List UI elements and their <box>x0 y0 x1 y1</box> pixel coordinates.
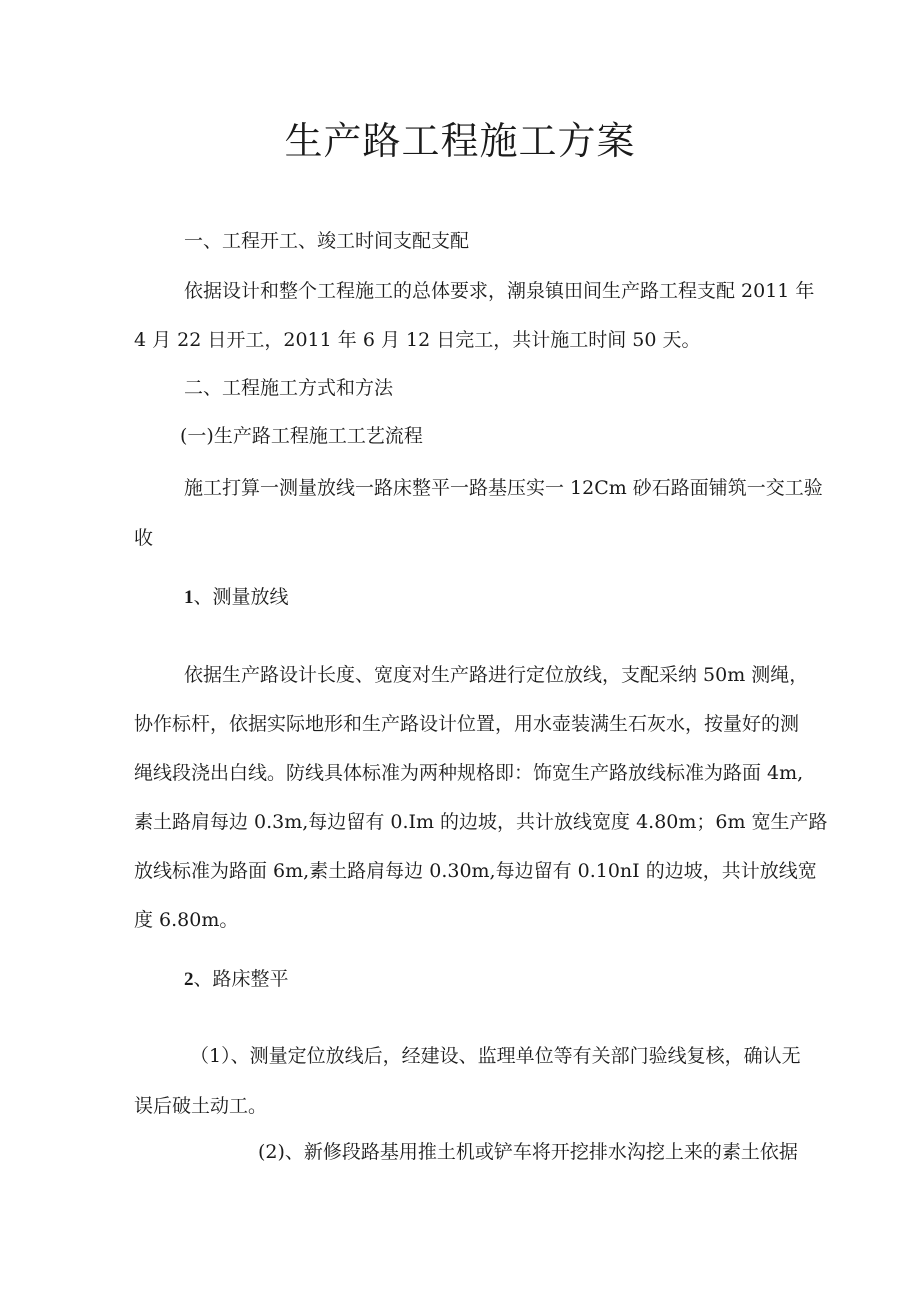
heading-number: 2 <box>184 969 194 990</box>
paragraph-line: 4 月 22 日开工，2011 年 6 月 12 日完工，共计施工时间 50 天。 <box>134 329 701 351</box>
numbered-heading-1 <box>184 584 484 611</box>
paragraph-line: 依据生产路设计长度、宽度对生产路进行定位放线，支配采纳 50m 测绳， <box>184 664 809 686</box>
paragraph-line: 收 <box>134 527 154 549</box>
section-heading-2: 二、工程施工方式和方法 <box>184 377 394 399</box>
paragraph-line: 施工打算一测量放线一路床整平一路基压实一 12Cm 砂石路面铺筑一交工验 <box>184 477 823 499</box>
section-heading-1: 一、工程开工、竣工时间支配支配 <box>184 230 470 252</box>
heading-text: 、测量放线 <box>193 586 289 608</box>
paragraph-line: 素土路肩每边 0.3m,每边留有 0.Im 的边坡，共计放线宽度 4.80m；6m 宽生产路 <box>134 811 828 833</box>
paragraph-line: （1）、测量定位放线后，经建设、监理单位等有关部门验线复核，确认无 <box>190 1045 801 1067</box>
paragraph-line: 误后破土动工。 <box>134 1095 268 1117</box>
paragraph-line: 协作标杆，依据实际地形和生产路设计位置，用水壶装满生石灰水，按量好的测 <box>134 713 800 735</box>
paragraph-line: 度 6.80m。 <box>134 909 239 931</box>
heading-text: 、路床整平 <box>193 968 289 990</box>
paragraph-line: 绳线段浇出白线。防线具体标准为两种规格即：饰宽生产路放线标准为路面 4m, <box>134 762 804 784</box>
paragraph-line: (2)、新修段路基用推土机或铲车将开挖排水沟挖上来的素土依据 <box>258 1141 798 1163</box>
heading-number: 1 <box>184 587 194 608</box>
paragraph-line: 放线标准为路面 6m,素土路肩每边 0.30m,每边留有 0.10nI 的边坡，共计放线宽 <box>134 860 817 882</box>
paragraph-line: 依据设计和整个工程施工的总体要求，潮泉镇田间生产路工程支配 2011 年 <box>184 280 815 302</box>
page-title: 生产路工程施工方案 <box>284 119 636 163</box>
numbered-heading-2 <box>184 966 484 993</box>
subsection-heading: (一)生产路工程施工工艺流程 <box>180 425 423 447</box>
